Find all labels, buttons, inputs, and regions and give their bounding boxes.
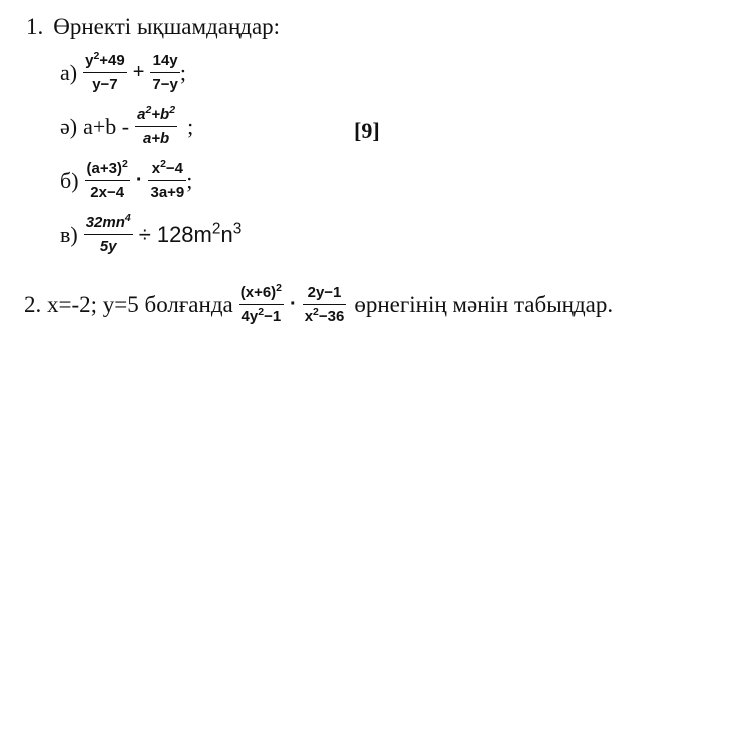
task1-item-a xyxy=(60,52,186,94)
task1-item-v xyxy=(60,214,241,256)
divide-operator: ÷ xyxy=(138,221,151,247)
item-ae-label: ә) xyxy=(60,113,78,139)
item-a-fraction-2 xyxy=(150,52,179,94)
task1-item-ae xyxy=(60,106,193,148)
fraction-denominator: 5y xyxy=(99,238,117,256)
fraction-denominator: a+b xyxy=(142,130,170,148)
item-v-label: в) xyxy=(60,221,78,247)
fraction-numerator: $(x+6)^2$ xyxy=(240,282,283,301)
fraction-denominator: 2x−4 xyxy=(90,184,125,202)
task2-tail: өрнегінің мәнін табыңдар. xyxy=(354,291,614,317)
plus-operator: + xyxy=(132,61,145,84)
task1-item-b xyxy=(60,160,192,202)
task2-line xyxy=(24,284,613,326)
task1-number: 1. xyxy=(26,14,44,39)
item-b-fraction-1 xyxy=(85,160,130,202)
fraction-numerator: 14y xyxy=(152,52,178,69)
fraction-denominator: $x^2-36$ xyxy=(304,306,345,326)
fraction-denominator: $4y^2-1$ xyxy=(241,306,282,326)
semicolon: ; xyxy=(186,167,193,193)
fraction-numerator: 2y−1 xyxy=(307,284,342,301)
fraction-denominator: y−7 xyxy=(92,76,118,94)
fraction-numerator: $a^2+b^2$ xyxy=(137,104,176,123)
task2-lead: 2. x=-2; y=5 болғанда xyxy=(24,291,233,317)
semicolon: ; xyxy=(187,113,194,139)
item-ae-expression: a+b - xyxy=(83,113,130,139)
fraction-numerator: $x^2-4$ xyxy=(151,158,184,177)
task1-title: Өрнекті ықшамдаңдар: xyxy=(53,14,281,39)
fraction-numerator: $32mn^4$ xyxy=(85,212,131,231)
points-value: [9] xyxy=(354,118,380,143)
multiply-dot-operator: · xyxy=(290,293,297,316)
multiply-dot-operator: · xyxy=(135,169,143,192)
item-b-fraction-2 xyxy=(148,160,186,202)
fraction-numerator: $y^2+49$ xyxy=(85,50,125,69)
fraction-denominator: 3a+9 xyxy=(150,184,185,202)
fraction-numerator: $(a+3)^2$ xyxy=(86,158,128,177)
item-b-label: б) xyxy=(60,167,79,193)
item-v-fraction xyxy=(84,214,133,256)
item-a-fraction-1 xyxy=(83,52,127,94)
item-ae-fraction xyxy=(135,106,177,148)
item-v-rhs: $128m^2n^3$ xyxy=(156,220,242,247)
item-a-label: а) xyxy=(60,59,78,85)
task1-heading xyxy=(26,14,280,40)
fraction-denominator: 7−y xyxy=(152,76,178,94)
task2-fraction-1 xyxy=(239,284,284,326)
semicolon: ; xyxy=(179,59,186,85)
task2-fraction-2 xyxy=(303,284,347,326)
points-badge xyxy=(354,118,380,144)
